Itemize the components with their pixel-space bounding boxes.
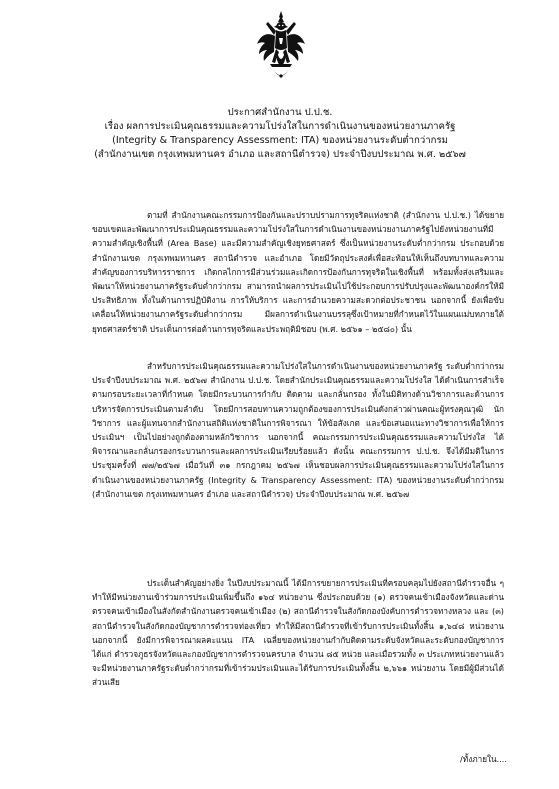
paragraph-2: [92, 359, 504, 501]
paragraph-3-text: ประเด็นสำคัญอย่างยิ่ง ในปีงบประมาณนี้ ได้มีการขยายการประเมินที่ครอบคลุมไปยังสถานีตำรวจอื่น ๆ ทำให้มีหน่วยงานเข้าร่วมการประเมินเพิ่มขึ้นถึง ๑๖๔ หน่วยงาน ซึ่งประกอบด้วย (๑) ตรวจคนเข้าเมืองจังหวัดและด่านตรวจคนเข้าเมืองในสังกัดสำนักงานตรวจคนเข้าเมือง (๒) สถานีตำรวจในสังกัดกองบังคับการตำรวจทางหลวง และ (๓) สถานีตำรวจในสังกัดกองบัญชาการตำรวจท่องเที่ยว ทำให้มีสถานีตำรวจที่เข้ารับการประเมินทั้งสิ้น ๑,๖๔๘ หน่วยงาน นอกจากนี้ ยังมีการพิจารณาผลคะแนน ITA เฉลี่ยของหน่วยงานกำกับติดตามระดับจังหวัดและระดับกองบัญชาการ ได้แก่ ตำรวจภูธรจังหวัดและกองบัญชาการตำรวจนครบาล จำนวน ๘๕ หน่วย และเมื่อรวมทั้ง ๓ ประเภทหน่วยงานแล้วจะมีหน่วยงานภาครัฐระดับต่ำกว่ากรมที่เข้าร่วมประเมินและได้รับการประเมินทั้งสิ้น ๒,๖๖๑ หน่วยงาน โดยมีผู้มีส่วนได้ส่วนเสีย: [92, 578, 504, 688]
paragraph-1-text: ตามที่ สำนักงานคณะกรรมการป้องกันและปราบปรามการทุจริตแห่งชาติ (สำนักงาน ป.ป.ช.) ได้ขยายขอบเขตและพัฒนาการประเมินคุณธรรมและความโปร่งใสในการดำเนินงานของหน่วยงานภาครัฐไปยังหน่วยงานที่มีความสำคัญเชิงพื้นที่ (Area Base) และมีความสำคัญเชิงยุทธศาสตร์ ซึ่งเป็นหน่วยงานระดับต่ำกว่ากรม ประกอบด้วย สำนักงานเขต กรุงเทพมหานคร สถานีตำรวจ และอำเภอ โดยมีวัตถุประสงค์เพื่อสะท้อนให้เห็นถึงบทบาทและความสำคัญของการบริหารราชการ เกิดกลไกการมีส่วนร่วมและเกิดการป้องกันการทุจริตในเชิงพื้นที่ พร้อมทั้งส่งเสริมและพัฒนาให้หน่วยงานภาครัฐระดับต่ำกว่ากรม สามารถนำผลการประเมินไปใช้ประกอบการปรับปรุงและพัฒนาองค์กรให้มีประสิทธิภาพ ทั้งในด้านการปฏิบัติงาน การให้บริการ และการอำนวยความสะดวกต่อประชาชน นอกจากนี้ ยังเพื่อขับเคลื่อนให้หน่วยงานภาครัฐระดับต่ำกว่ากรม มีผลการดำเนินงานบรรลุซึ่งเป้าหมายที่กำหนดไว้ในแผนแม่บทภายใต้ยุทธศาสตร์ชาติ ประเด็นการต่อต้านการทุจริตและประพฤติมิชอบ (พ.ศ. ๒๕๖๑ – ๒๕๘๐) นั้น: [92, 210, 504, 334]
announcement-header: [40, 106, 520, 162]
announcement-subject: เรื่อง ผลการประเมินคุณธรรมและความโปร่งใสในการดำเนินงานของหน่วยงานภาครัฐ: [104, 121, 456, 132]
paragraph-2-text: สำหรับการประเมินคุณธรรมและความโปร่งใสในการดำเนินงานของหน่วยงานภาครัฐ ระดับต่ำกว่ากรม ประจำปีงบประมาณ พ.ศ. ๒๕๖๗ สำนักงาน ป.ป.ช. โดยสำนักประเมินคุณธรรมและความโปร่งใส ได้ดำเนินการสำเร็จตามกรอบระยะเวลาที่กำหนด โดยมีกระบวนการกำกับ ติดตาม และกลั่นกรอง ทั้งในมิติทางด้านวิชาการและด้านการบริหารจัดการประเมินตามลำดับ โดยมีการสอบทานความถูกต้องของการประเมินดังกล่าวผ่านคณะผู้ทรงคุณวุฒิ นักวิชาการ และผู้แทนจากสำนักงานสถิติแห่งชาติในการพิจารณา ให้ข้อสังเกต และข้อเสนอแนะทางวิชาการเพื่อให้การประเมินฯ เป็นไปอย่างถูกต้องตามหลักวิชาการ นอกจากนี้ คณะกรรมการประเมินคุณธรรมและความโปร่งใส ได้พิจารณาและกลั่นกรองกระบวนการและผลการประเมินเรียบร้อยแล้ว ดังนั้น คณะกรรมการ ป.ป.ช. จึงได้มีมติในการประชุมครั้งที่ ๗๗/๒๕๖๗ เมื่อวันที่ ๓๑ กรกฎาคม ๒๕๖๗ เห็นชอบผลการประเมินคุณธรรมและความโปร่งใสในการดำเนินงานของหน่วยงานภาครัฐ (Integrity & Transparency Assessment: ITA) ของหน่วยงานระดับต่ำกว่ากรม (สำนักงานเขต กรุงเทพมหานคร อำเภอ และสถานีตำรวจ) ประจำปีงบประมาณ พ.ศ. ๒๕๖๗: [92, 361, 504, 499]
announcement-scope: (สำนักงานเขต กรุงเทพมหานคร อำเภอ และสถานีตำรวจ) ประจำปีงบประมาณ พ.ศ. ๒๕๖๗: [94, 149, 466, 160]
announcement-subtitle: (Integrity & Transparency Assessment: ITA) ของหน่วยงานระดับต่ำกว่ากรม: [112, 135, 448, 146]
garuda-emblem-icon: [256, 10, 306, 84]
paragraph-3: [92, 576, 504, 690]
announcement-title: ประกาศสำนักงาน ป.ป.ช.: [227, 107, 333, 118]
page-continuation: /ทั้งภายใน....: [460, 754, 507, 764]
paragraph-1: [92, 208, 504, 336]
